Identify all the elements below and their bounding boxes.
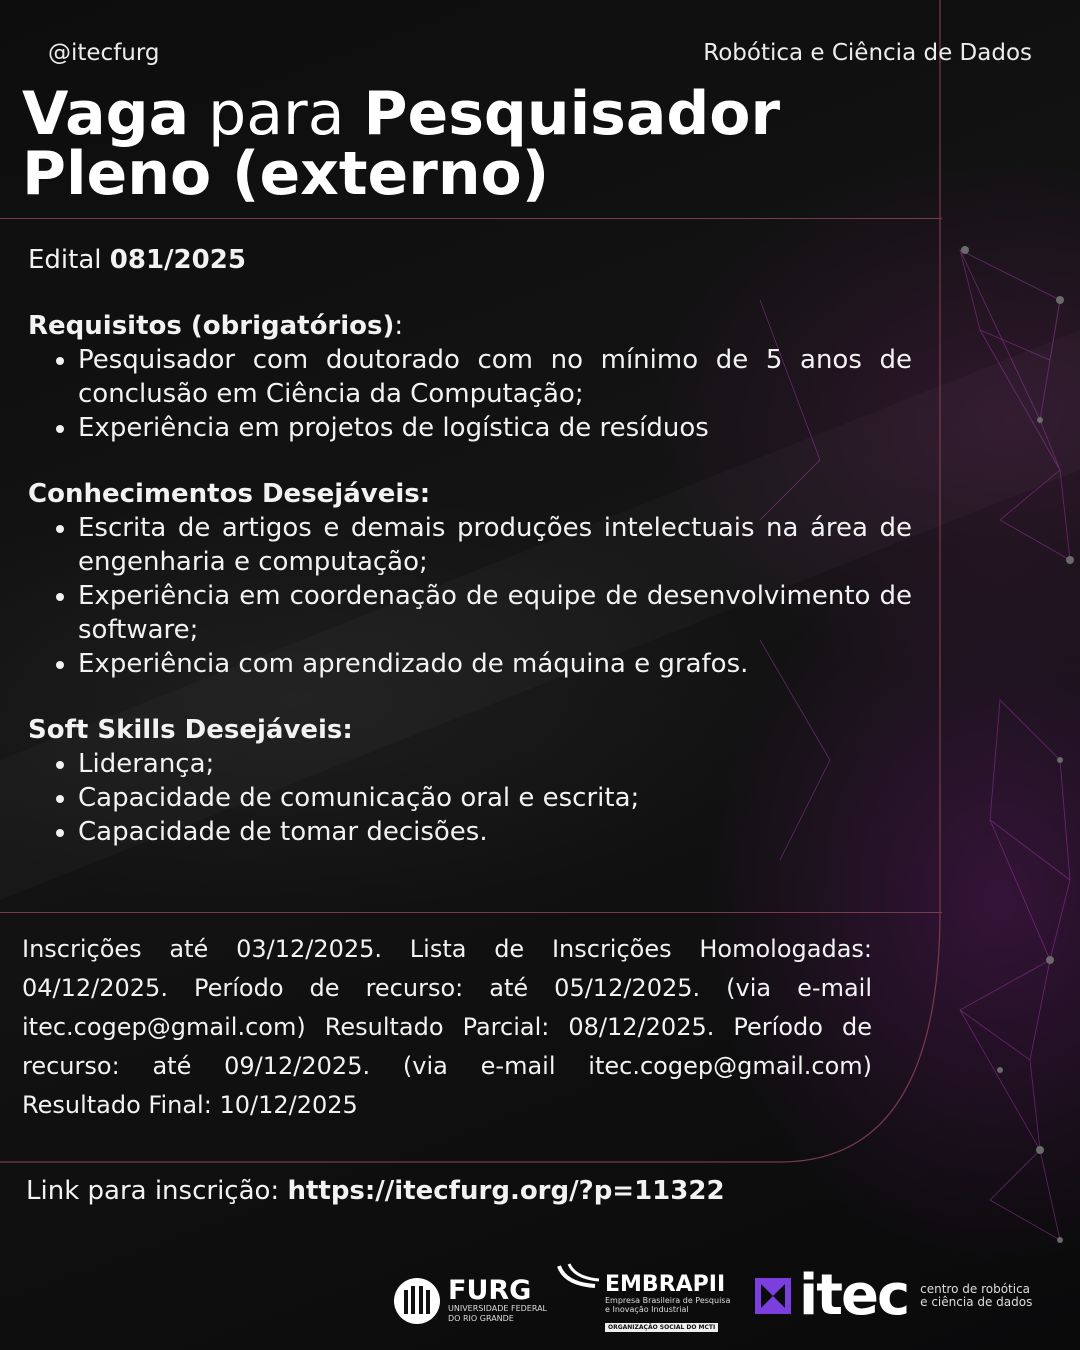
furg-emblem-icon [392,1276,442,1326]
itec-logo: itec centro de robótica e ciência de dados [755,1268,1032,1324]
instagram-handle: @itecfurg [48,40,160,66]
list-item: • Pesquisador com doutorado com no mínimo de 5 anos de conclusão em Ciência da Computação; [78,343,912,411]
partner-logos [0,1258,1080,1338]
link-label: Link para inscrição: [26,1176,288,1206]
itec-mark-icon [755,1278,791,1314]
conhecimentos-list [28,511,912,681]
list-item: • Capacidade de tomar decisões. [78,815,912,849]
list-item: • Capacidade de comunicação oral e escrita; [78,781,912,815]
edital-number: 081/2025 [109,245,246,275]
embrapii-name: EMBRAPII [605,1272,726,1297]
list-item: • Liderança; [78,747,912,781]
soft-skills-heading: Soft Skills Desejáveis: [28,715,353,745]
list-item: • Experiência em projetos de logística de resíduos [78,411,912,445]
soft-skills-list [28,747,912,849]
list-item: • Experiência com aprendizado de máquina e grafos. [78,647,912,681]
schedule-text: Inscrições até 03/12/2025. Lista de Inscrições Homologadas: 04/12/2025. Período de recurso: até 05/12/2025. (via e-mail itec.cogep@gmail.com) Resultado Parcial: 08/12/2025. Período de recurso: até 09/12/2025. (via e-mail itec.cogep@gmail.com) Resultado Final: 10/12/2025 [22,935,872,1119]
furg-name: FURG [448,1275,532,1306]
registration-link[interactable]: https://itecfurg.org/?p=11322 [287,1176,725,1206]
edital-label: Edital [28,245,110,275]
registration-link-line [26,1176,725,1206]
header-tagline: Robótica e Ciência de Dados [703,40,1032,66]
requisitos-list [28,343,912,445]
page-title [22,79,922,209]
list-item: • Experiência em coordenação de equipe de desenvolvimento de software; [78,579,912,647]
itec-name: itec [799,1263,909,1328]
divider-top [0,218,942,219]
main-content [28,243,912,849]
furg-logo: FURG UNIVERSIDADE FEDERAL DO RIO GRANDE [392,1276,547,1326]
conhecimentos-heading: Conhecimentos Desejáveis: [28,479,431,509]
embrapii-swoosh-icon [555,1262,615,1292]
divider-middle [0,912,942,913]
embrapii-logo: EMBRAPII Empresa Brasileira de Pesquisa e Inovação Industrial ORGANIZAÇÃO SOCIAL DO MCTI [555,1262,730,1333]
edital-line [28,243,912,277]
list-item: • Escrita de artigos e demais produções intelectuais na área de engenharia e computação; [78,511,912,579]
title-vaga: Vaga [22,79,190,149]
requisitos-heading: Requisitos (obrigatórios): [28,311,404,341]
title-para: para [189,79,364,149]
title-position: Pesquisador Pleno (externo) [22,79,781,209]
